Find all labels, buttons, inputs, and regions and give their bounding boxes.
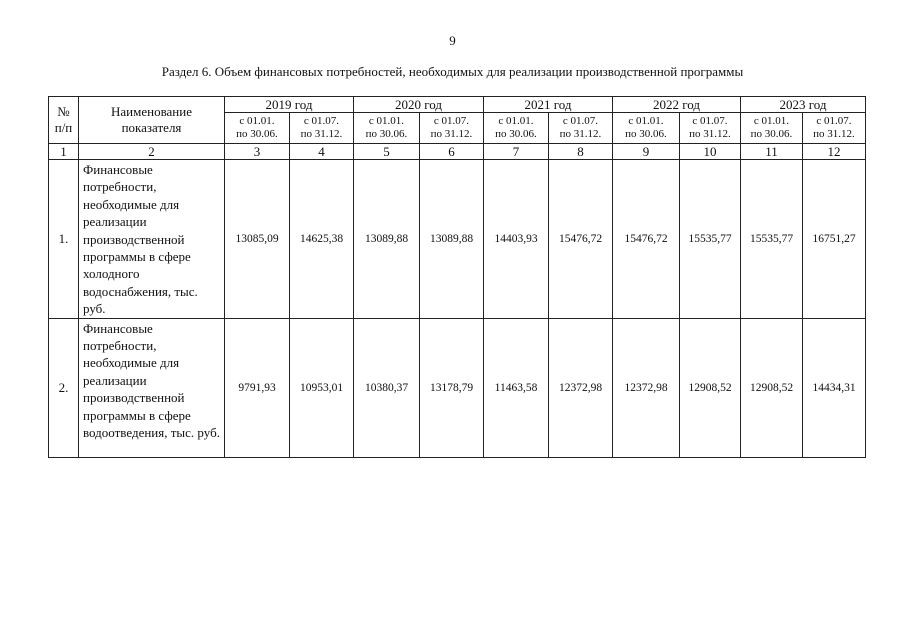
value-cell: 13089,88 <box>354 160 420 319</box>
period-start: с 01.01. <box>753 115 790 128</box>
header-period-second-half <box>803 113 866 144</box>
header-num-bottom: п/п <box>54 120 73 135</box>
period-start: с 01.07. <box>303 115 340 128</box>
table-row <box>49 318 866 457</box>
column-number: 5 <box>354 144 420 160</box>
period-end: по 31.12. <box>559 128 602 140</box>
header-year-2022: 2022 год <box>613 97 741 113</box>
value-cell: 9791,93 <box>225 318 290 457</box>
period-end: по 31.12. <box>430 128 473 140</box>
period-start: с 01.01. <box>628 115 664 128</box>
header-period-second-half <box>290 113 354 144</box>
value-cell: 14625,38 <box>290 160 354 319</box>
value-cell: 14403,93 <box>484 160 549 319</box>
period-start: с 01.07. <box>433 115 470 128</box>
column-number: 1 <box>49 144 79 160</box>
row-number: 2. <box>49 318 79 457</box>
value-cell: 14434,31 <box>803 318 866 457</box>
period-start: с 01.07. <box>562 115 599 128</box>
header-period-first-half <box>613 113 680 144</box>
value-cell: 10953,01 <box>290 318 354 457</box>
value-cell: 15476,72 <box>549 160 613 319</box>
column-number-row <box>49 144 866 160</box>
period-end: по 30.06. <box>495 128 537 140</box>
column-number: 8 <box>549 144 613 160</box>
header-year-2020: 2020 год <box>354 97 484 113</box>
header-year-2019: 2019 год <box>225 97 354 113</box>
header-period-second-half <box>680 113 741 144</box>
year-header-row <box>49 97 866 113</box>
value-cell: 13085,09 <box>225 160 290 319</box>
header-num-top: № <box>57 104 70 120</box>
header-period-first-half <box>484 113 549 144</box>
header-period-second-half <box>549 113 613 144</box>
period-end: по 31.12. <box>813 128 855 140</box>
column-number: 6 <box>420 144 484 160</box>
column-number: 7 <box>484 144 549 160</box>
value-cell: 15535,77 <box>741 160 803 319</box>
period-end: по 30.06. <box>750 128 793 140</box>
value-cell: 12908,52 <box>741 318 803 457</box>
period-end: по 30.06. <box>365 128 408 140</box>
column-number: 9 <box>613 144 680 160</box>
period-end: по 30.06. <box>625 128 667 140</box>
period-start: с 01.07. <box>816 115 852 128</box>
column-number: 4 <box>290 144 354 160</box>
header-period-first-half <box>225 113 290 144</box>
period-end: по 30.06. <box>236 128 278 140</box>
header-period-first-half <box>354 113 420 144</box>
page-number: 9 <box>449 33 456 48</box>
value-cell: 12372,98 <box>549 318 613 457</box>
value-cell: 15535,77 <box>680 160 741 319</box>
indicator-name: Финансовые потребности, необходимые для реализации производственной программы в сфере холодного водоснабжения, тыс. руб. <box>79 160 225 319</box>
header-period-first-half <box>741 113 803 144</box>
column-number: 3 <box>225 144 290 160</box>
value-cell: 12908,52 <box>680 318 741 457</box>
column-number: 11 <box>741 144 803 160</box>
period-end: по 31.12. <box>689 128 731 140</box>
header-row-number <box>49 97 79 144</box>
period-start: с 01.01. <box>368 115 405 128</box>
header-year-2021: 2021 год <box>484 97 613 113</box>
value-cell: 12372,98 <box>613 318 680 457</box>
period-start: с 01.01. <box>239 115 275 128</box>
value-cell: 13089,88 <box>420 160 484 319</box>
value-cell: 13178,79 <box>420 318 484 457</box>
column-number: 2 <box>79 144 225 160</box>
indicator-name: Финансовые потребности, необходимые для реализации производственной программы в сфере водоотведения, тыс. руб. <box>79 318 225 457</box>
table-row <box>49 160 866 319</box>
header-year-2023: 2023 год <box>741 97 866 113</box>
financial-needs-table <box>48 96 866 458</box>
period-start: с 01.01. <box>498 115 534 128</box>
value-cell: 16751,27 <box>803 160 866 319</box>
header-period-second-half <box>420 113 484 144</box>
header-name-top: Наименование <box>111 104 192 120</box>
row-number: 1. <box>49 160 79 319</box>
value-cell: 11463,58 <box>484 318 549 457</box>
period-end: по 31.12. <box>300 128 343 140</box>
column-number: 12 <box>803 144 866 160</box>
section-title: Раздел 6. Объем финансовых потребностей, необходимых для реализации производственной программы <box>161 64 744 79</box>
period-start: с 01.07. <box>692 115 728 128</box>
header-indicator-name <box>79 97 225 144</box>
value-cell: 15476,72 <box>613 160 680 319</box>
header-name-bottom: показателя <box>121 120 182 135</box>
column-number: 10 <box>680 144 741 160</box>
value-cell: 10380,37 <box>354 318 420 457</box>
